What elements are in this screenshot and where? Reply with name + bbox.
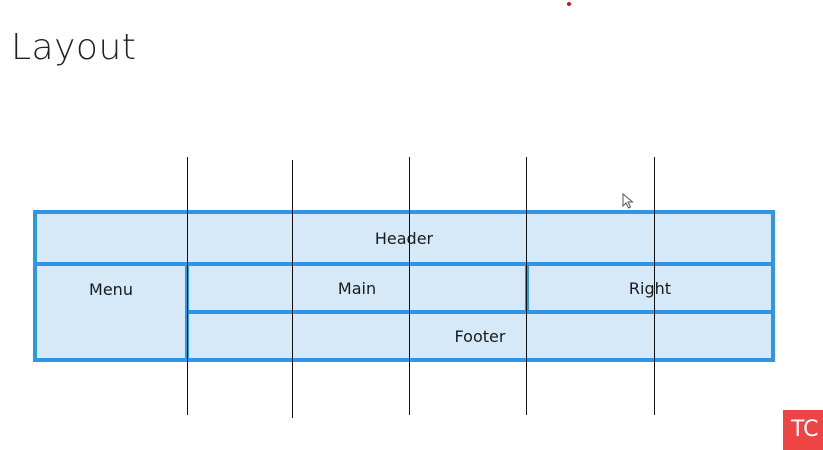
main-cell <box>185 262 529 314</box>
main-label: Main <box>337 278 377 298</box>
right-cell <box>525 262 775 314</box>
layout-diagram <box>33 210 775 362</box>
grid-line-3 <box>409 157 410 415</box>
footer-label: Footer <box>454 326 506 346</box>
header-label: Header <box>374 228 434 248</box>
menu-cell <box>33 262 189 362</box>
footer-cell <box>185 310 775 362</box>
header-cell <box>33 210 775 266</box>
mouse-pointer-icon <box>622 193 634 209</box>
slide-title: Layout <box>11 27 137 68</box>
grid-line-5 <box>654 157 655 415</box>
grid-line-2 <box>292 160 293 418</box>
corner-badge: TC <box>783 410 823 450</box>
menu-label: Menu <box>89 280 133 299</box>
grid-line-4 <box>526 157 527 415</box>
laser-pointer-dot <box>567 2 571 6</box>
right-label: Right <box>628 278 672 298</box>
grid-line-1 <box>187 157 188 415</box>
